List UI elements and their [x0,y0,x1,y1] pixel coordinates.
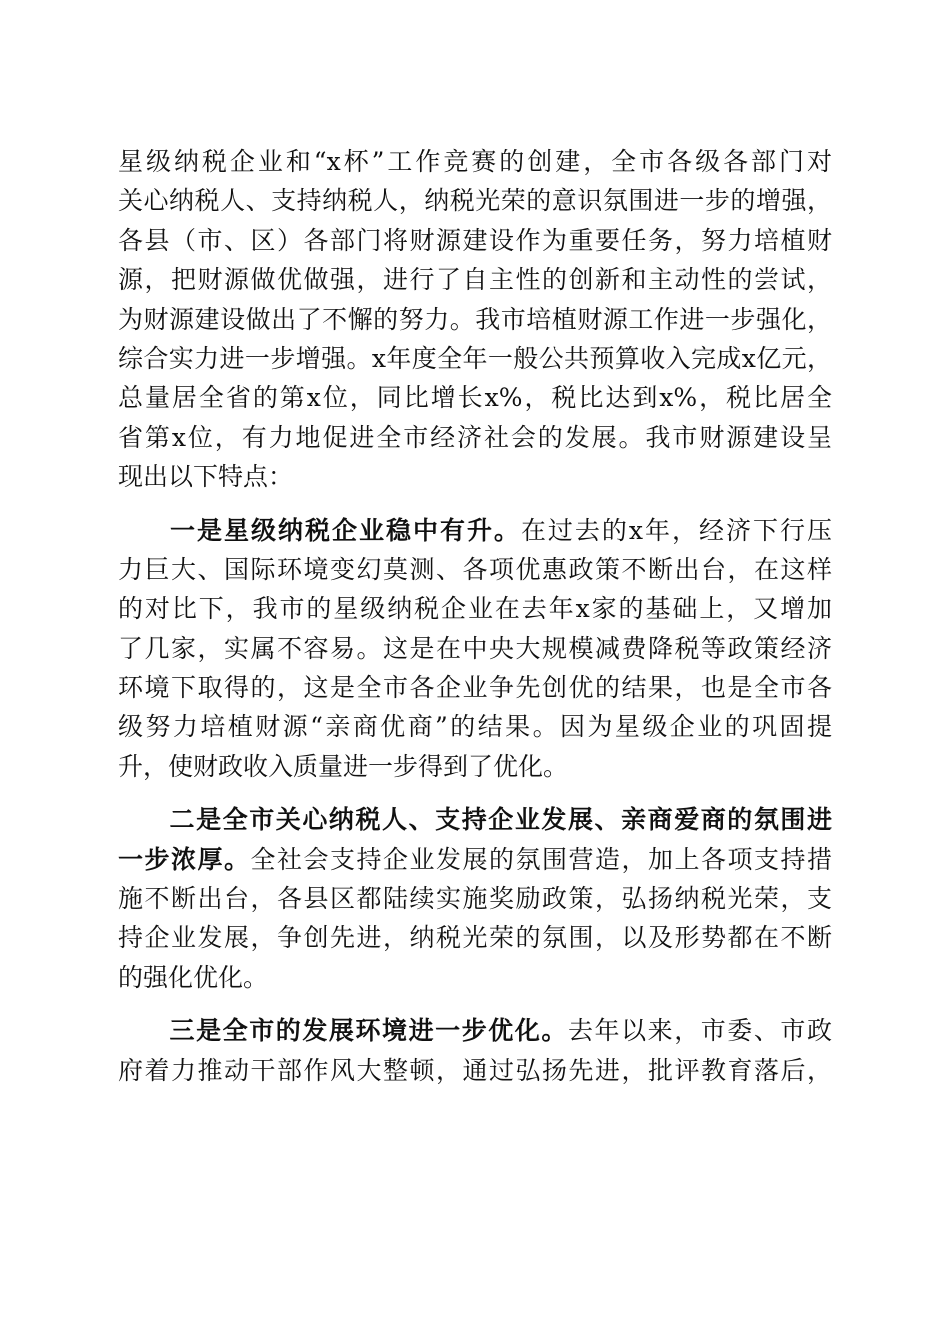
text-line: 施不断出台，各县区都陆续实施奖励政策，弘扬纳税光荣，支 [118,884,832,914]
paragraph-first-line [118,511,832,550]
paragraph-second-line [118,840,832,879]
paragraph-4 [118,1011,832,1090]
text-line: 府着力推动干部作风大整顿，通过弘扬先进，批评教育落后， [118,1055,832,1085]
paragraph-3 [118,800,832,997]
section-heading-continued: 一步浓厚。 [118,844,251,874]
paragraph-spacer [118,497,832,511]
text-line: 为财源建设做出了不懈的努力。我市培植财源工作进一步强化， [118,304,832,334]
text-line: 级努力培植财源“亲商优商”的结果。因为星级企业的巩固提 [118,712,832,742]
text-line: 省第x位，有力地促进全市经济社会的发展。我市财源建设呈 [118,422,832,452]
text-line: 现出以下特点： [118,462,294,492]
text-line: 关心纳税人、支持纳税人，纳税光荣的意识氛围进一步的增强， [118,186,832,216]
text-line: 持企业发展，争创先进，纳税光荣的氛围，以及形势都在不断 [118,923,832,953]
text-line: 升，使财政收入质量进一步得到了优化。 [118,751,569,781]
text-line: 的对比下，我市的星级纳税企业在去年x家的基础上，又增加 [118,594,832,624]
text-run: 去年以来，市委、市政 [567,1016,832,1046]
text-run: 在过去的x年，经济下行压 [520,515,832,545]
text-line: 源，把财源做优做强，进行了自主性的创新和主动性的尝试， [118,265,832,295]
paragraph-spacer [118,997,832,1011]
text-line: 星级纳税企业和“x杯”工作竞赛的创建，全市各级各部门对 [118,147,832,176]
paragraph-spacer [118,786,832,800]
text-line: 综合实力进一步增强。x年度全年一般公共预算收入完成x亿元， [118,343,832,373]
text-line: 的强化优化。 [118,962,269,992]
section-heading: 三是全市的发展环境进一步优化。 [168,1016,568,1046]
paragraph-1 [118,142,832,497]
paragraph-2 [118,511,832,787]
text-line: 力巨大、国际环境变幻莫测、各项优惠政策不断出台，在这样 [118,554,832,584]
text-line: 总量居全省的第x位，同比增长x%，税比达到x%，税比居全 [118,383,832,413]
text-line: 各县（市、区）各部门将财源建设作为重要任务，努力培植财 [118,225,832,255]
section-heading: 二是全市关心纳税人、支持企业发展、亲商爱商的氛围进 [168,805,832,835]
document-body [118,142,832,1090]
text-line: 了几家，实属不容易。这是在中央大规模减费降税等政策经济 [118,633,832,663]
paragraph-first-line [118,800,832,839]
section-heading: 一是星级纳税企业稳中有升。 [168,515,521,545]
text-line: 环境下取得的，这是全市各企业争先创优的结果，也是全市各 [118,673,832,703]
text-run: 全社会支持企业发展的氛围营造，加上各项支持措 [250,844,832,874]
paragraph-first-line [118,1011,832,1050]
